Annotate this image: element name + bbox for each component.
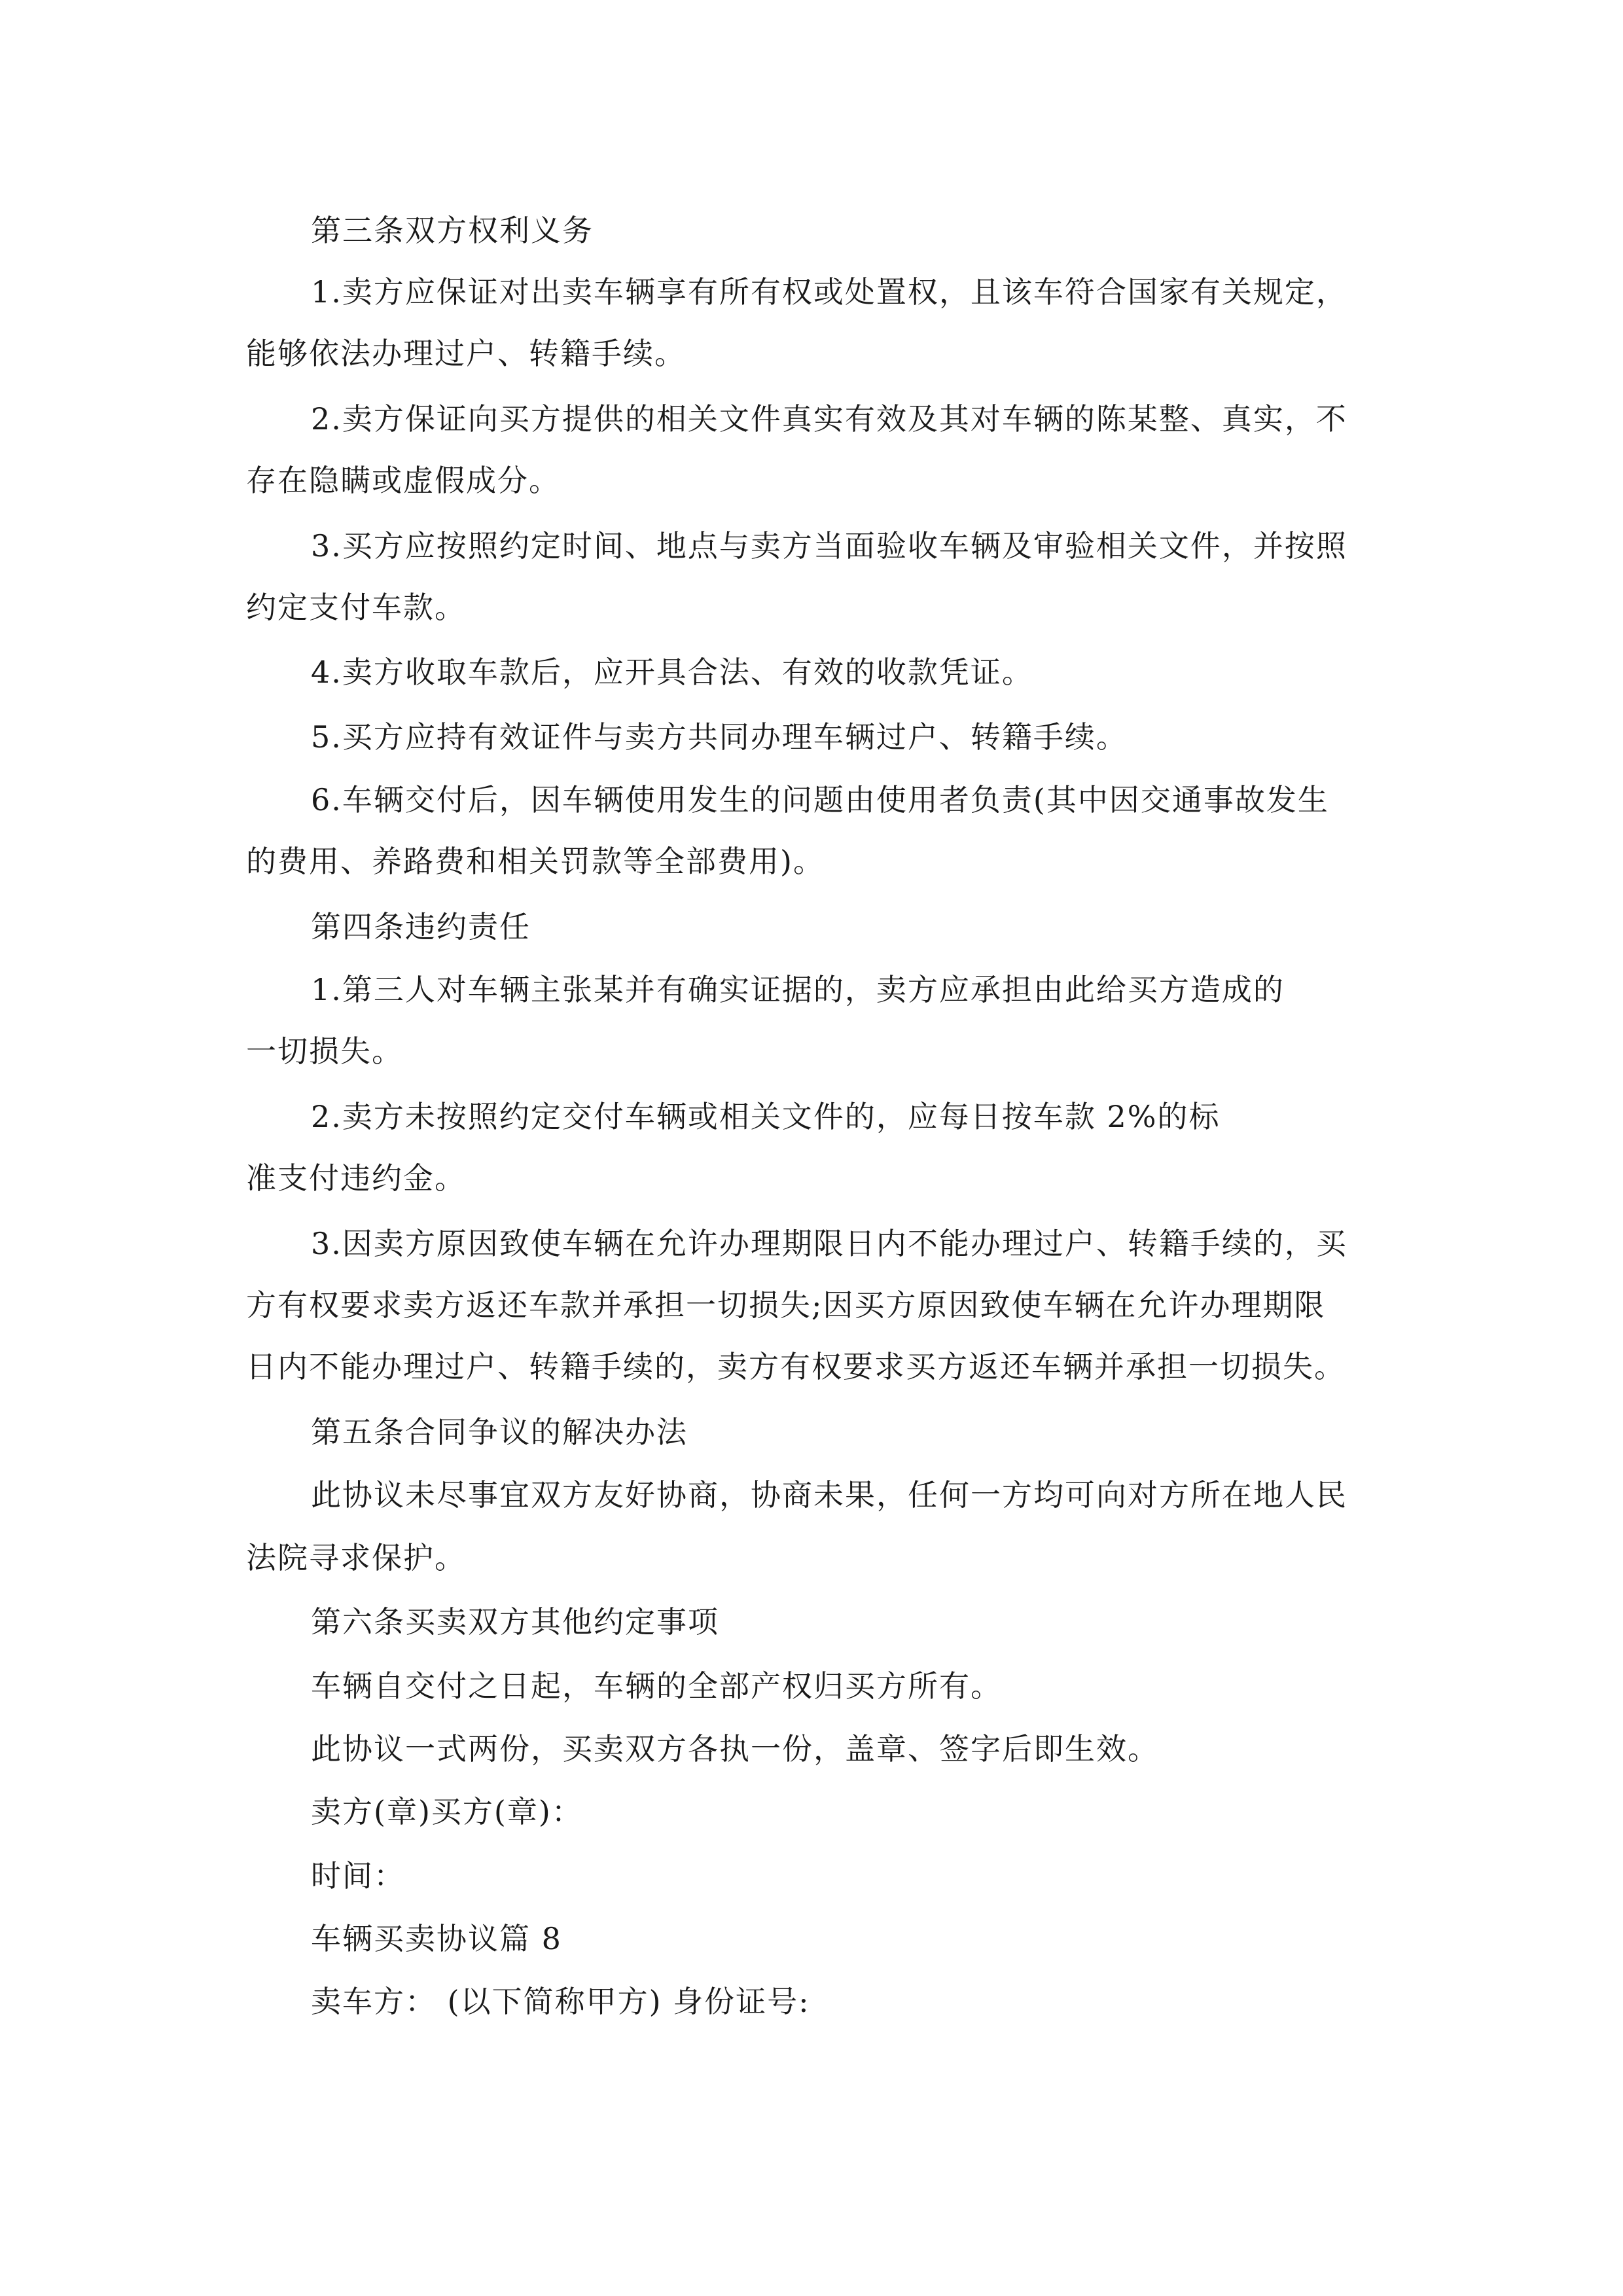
next-agreement-title: 车辆买卖协议篇 8 (311, 1921, 562, 1956)
paragraph-line: 存在隐瞒或虚假成分。 (246, 463, 560, 498)
paragraph-line: 1.第三人对车辆主张某并有确实证据的，卖方应承担由此给买方造成的 (311, 972, 1285, 1007)
paragraph-line: 2.卖方保证向买方提供的相关文件真实有效及其对车辆的陈某整、真实，不 (311, 401, 1347, 437)
paragraph-line: 此协议一式两份，买卖双方各执一份，盖章、签字后即生效。 (311, 1731, 1159, 1767)
paragraph-line: 3.买方应按照约定时间、地点与卖方当面验收车辆及审验相关文件，并按照 (311, 528, 1347, 564)
paragraph-line: 方有权要求卖方返还车款并承担一切损失;因买方原因致使车辆在允许办理期限 (246, 1287, 1326, 1323)
paragraph-line: 的费用、养路费和相关罚款等全部费用)。 (246, 844, 825, 879)
paragraph-line: 5.买方应持有效证件与卖方共同办理车辆过户、转籍手续。 (311, 719, 1128, 755)
paragraph-line: 准支付违约金。 (246, 1160, 466, 1196)
paragraph-line: 法院寻求保护。 (246, 1540, 466, 1575)
paragraph-line: 一切损失。 (246, 1033, 403, 1069)
paragraph-line: 6.车辆交付后，因车辆使用发生的问题由使用者负责(其中因交通事故发生 (311, 782, 1329, 817)
paragraph-line: 2.卖方未按照约定交付车辆或相关文件的，应每日按车款 2%的标 (311, 1099, 1221, 1134)
paragraph-line: 约定支付车款。 (246, 590, 466, 625)
paragraph-line: 能够依法办理过户、转籍手续。 (246, 336, 686, 371)
section-6-heading: 第六条买卖双方其他约定事项 (311, 1604, 719, 1640)
paragraph-line: 此协议未尽事宜双方友好协商，协商未果，任何一方均可向对方所在地人民 (311, 1477, 1347, 1513)
paragraph-line: 车辆自交付之日起，车辆的全部产权归买方所有。 (311, 1668, 1002, 1704)
paragraph-line: 1.卖方应保证对出卖车辆享有所有权或处置权，且该车符合国家有关规定， (311, 274, 1347, 310)
seller-id-line: 卖车方： (以下简称甲方) 身份证号: (311, 1984, 810, 2019)
section-5-heading: 第五条合同争议的解决办法 (311, 1414, 688, 1450)
section-4-heading: 第四条违约责任 (311, 909, 531, 944)
section-3-heading: 第三条双方权利义务 (311, 213, 594, 248)
paragraph-line: 3.因卖方原因致使车辆在允许办理期限日内不能办理过户、转籍手续的，买 (311, 1226, 1347, 1261)
date-line: 时间： (311, 1858, 405, 1893)
paragraph-line: 4.卖方收取车款后，应开具合法、有效的收款凭证。 (311, 655, 1033, 690)
paragraph-line: 日内不能办理过户、转籍手续的，卖方有权要求买方返还车辆并承担一切损失。 (246, 1349, 1346, 1384)
signature-line: 卖方(章)买方(章)： (311, 1794, 583, 1829)
